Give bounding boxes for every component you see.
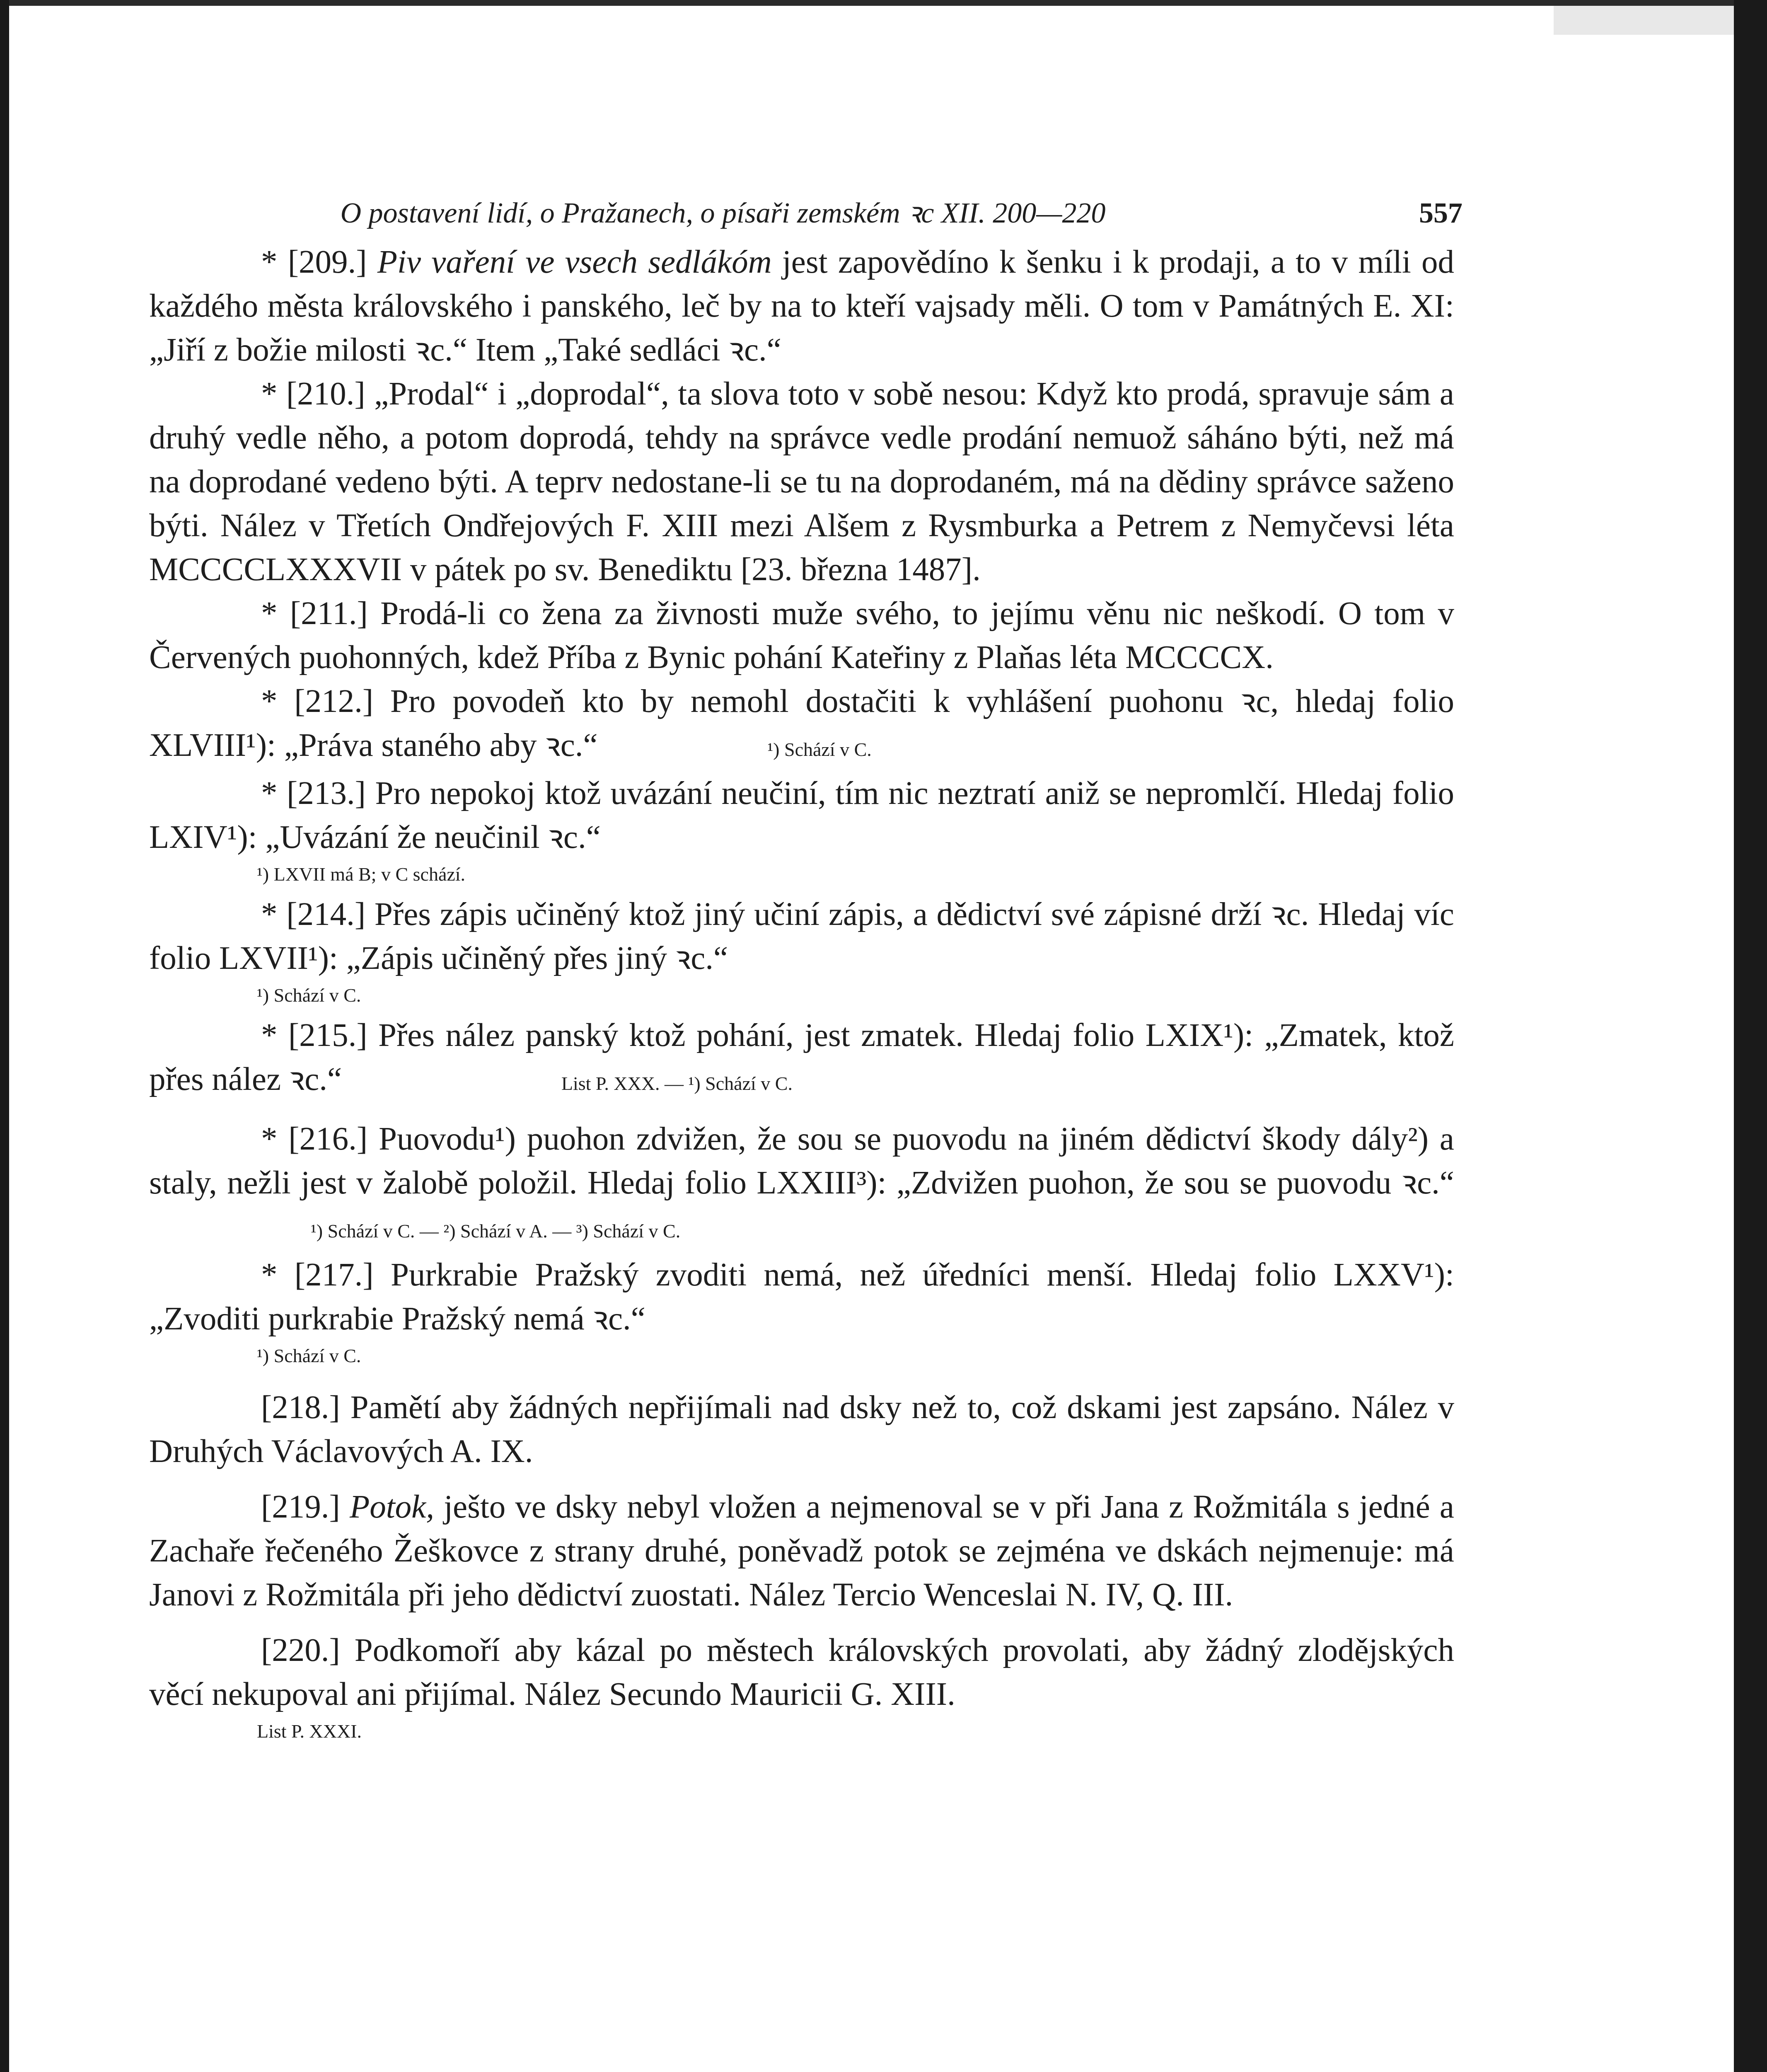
entry-lead-italic: Piv vaření ve vsech sedlákóm — [377, 244, 772, 280]
entry-number: [219.] — [261, 1489, 340, 1525]
entry-213 — [149, 772, 1454, 859]
entry-209 — [149, 240, 1454, 372]
footnote: List P. XXXI. — [257, 1721, 362, 1742]
footnote-inline: List P. XXX. — ¹) Schází v C. — [561, 1073, 793, 1094]
scan-border-left — [0, 0, 9, 2072]
page-number: 557 — [1419, 197, 1462, 229]
entry-lead-italic: Potok, — [349, 1489, 434, 1525]
entry-number: * [212.] — [261, 683, 374, 719]
entry-text: Pamětí aby žádných nepřijímali nad dsky než to, což dskami jest zapsáno. Nález v Druhých Václavových A. IX. — [149, 1389, 1454, 1469]
spacer — [149, 1106, 1454, 1117]
scan-border-right — [1734, 0, 1767, 2072]
entry-text: Prodá-li co žena za živnosti muže svého, to jejímu věnu nic neškodí. O tom v Červených puohonných, kdež Příba z Bynic pohání Kateřiny z Plaňas léta MCCCCX. — [149, 595, 1455, 675]
entry-211 — [149, 592, 1454, 680]
entry-number: [220.] — [261, 1632, 340, 1668]
page-content — [149, 186, 1462, 1750]
entry-218 — [149, 1386, 1454, 1474]
entry-212 — [149, 680, 1454, 772]
entry-number: * [215.] — [261, 1017, 367, 1053]
entry-number: [218.] — [261, 1389, 340, 1426]
entry-text: „Prodal“ i „doprodal“, ta slova toto v sobě nesou: Když kto prodá, spravuje sám a druhý vedle něho, a potom doprodá, tehdy na správce vedle prodání nemuož sáháno býti, než má na doprodané vedeno býti. A teprv nedostane-li se tu na doprodaném, má na dědiny správce saženo býti. Nález v Třetích Ondřejových F. XIII mezi Alšem z Rysmburka a Petrem z Nemyčevsi léta MCCCCLXXXVII v pátek po sv. Benediktu [23. března 1487]. — [149, 376, 1454, 588]
entry-214 — [149, 893, 1454, 980]
entry-number: * [211.] — [261, 595, 368, 632]
entry-number: * [210.] — [261, 376, 365, 412]
entry-text: Přes nález panský ktož pohání, jest zmatek. Hledaj folio LXIX¹): „Zmatek, ktož přes nález ꝛc.“ — [149, 1017, 1454, 1097]
entry-text: Purkrabie Pražský zvoditi nemá, než úředníci menší. Hledaj folio LXXV¹): „Zvoditi purkrabie Pražský nemá ꝛc.“ — [149, 1257, 1454, 1337]
entry-216 — [149, 1117, 1454, 1253]
running-head — [149, 186, 1462, 240]
entry-text: Pro povodeň kto by nemohl dostačiti k vyhlášení puohonu ꝛc, hledaj folio XLVIII¹): „Práva staného aby ꝛc.“ — [149, 683, 1455, 763]
entry-number: * [216.] — [261, 1121, 368, 1157]
entry-217 — [149, 1253, 1454, 1341]
entry-number: * [217.] — [261, 1257, 374, 1293]
scan-border-top — [0, 0, 1767, 6]
entry-number: * [213.] — [261, 775, 366, 811]
footnote: ¹) Schází v C. — [257, 1345, 361, 1366]
entry-text: jest zapovědíno k šenku i k prodaji, a to v míli od každého města královského i panského, leč by na to kteří vajsady měli. O tom v Památných E. XI: „Jiří z božie milosti ꝛc.“ Item „Také sedláci ꝛc.“ — [149, 244, 1454, 368]
entry-219 — [149, 1485, 1454, 1617]
entry-text: Puovodu¹) puohon zdvižen, že sou se puovodu na jiném dědictví škody dály²) a staly, nežli jest v žalobě položil. Hledaj folio LXXIII³): „Zdvižen puohon, že sou se puovodu ꝛc.“ — [149, 1121, 1454, 1201]
running-title: O postavení lidí, o Pražanech, o písaři zemském ꝛc XII. 200—220 — [340, 197, 1106, 229]
entry-number: * [214.] — [261, 896, 366, 932]
footnote-inline: ¹) Schází v C. — ²) Schází v A. — ³) Schází v C. — [311, 1220, 681, 1242]
footnote: ¹) LXVII má B; v C schází. — [257, 864, 466, 885]
scan-corner-shade — [1554, 6, 1734, 35]
entry-text: Přes zápis učiněný ktož jiný učiní zápis, a dědictví své zápisné drží ꝛc. Hledaj víc folio LXVII¹): „Zápis učiněný přes jiný ꝛc.“ — [149, 896, 1454, 976]
entry-210 — [149, 372, 1454, 592]
entry-text: Podkomoří aby kázal po městech královských provolati, aby žádný zlodějských věcí nekupoval ani přijímal. Nález Secundo Mauricii G. XIII. — [149, 1632, 1454, 1712]
entry-text: Pro nepokoj ktož uvázání neučiní, tím nic neztratí aniž se nepromlčí. Hledaj folio LXIV¹): „Uvázání že neučinil ꝛc.“ — [149, 775, 1454, 855]
entry-number: * [209.] — [261, 244, 367, 280]
footnote-inline: ¹) Schází v C. — [767, 739, 872, 760]
entry-text: ješto ve dsky nebyl vložen a nejmenoval se v při Jana z Rožmitála s jedné a Zachaře řečeného Žeškovce z strany druhé, poněvadž potok se zejména ve dskách nejmenuje: má Janovi z Rožmitála při jeho dědictví zuostati. Nález Tercio Wenceslai N. IV, Q. III. — [149, 1489, 1454, 1613]
spacer — [149, 1474, 1454, 1485]
spacer — [149, 1374, 1454, 1386]
spacer — [149, 1617, 1454, 1629]
entry-215 — [149, 1014, 1454, 1106]
entry-220 — [149, 1629, 1454, 1716]
footnote: ¹) Schází v C. — [257, 985, 361, 1006]
